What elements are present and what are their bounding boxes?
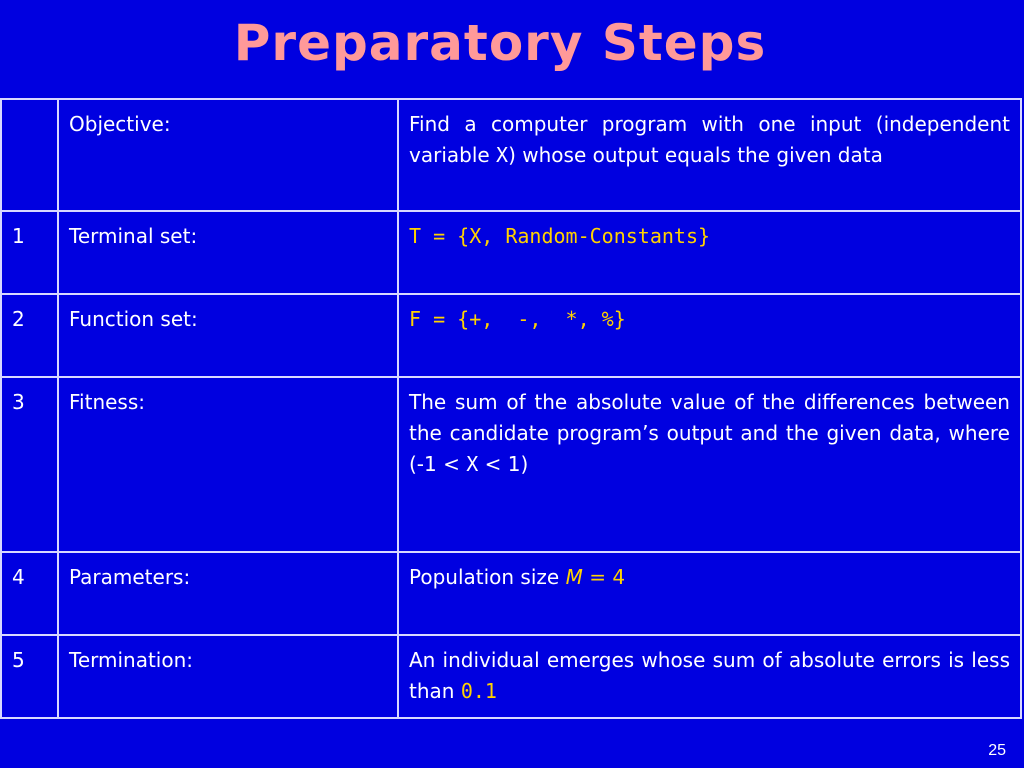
variable-m: M: [565, 565, 583, 589]
step-number-cell: 3: [1, 377, 58, 552]
termination-threshold: 0.1: [460, 679, 497, 703]
step-number-cell: [1, 99, 58, 211]
variable-x: X: [466, 452, 479, 476]
terminal-set-expression: T = {X, Random-Constants}: [409, 224, 711, 248]
step-label-cell: Fitness:: [58, 377, 398, 552]
step-label-cell: Function set:: [58, 294, 398, 377]
fitness-text: The sum of the absolute value of the differences between the candidate program’s output and the given data, where (-1 <: [409, 390, 1010, 476]
preparatory-steps-table: [0, 98, 1022, 719]
step-label-cell: Terminal set:: [58, 211, 398, 294]
termination-text: An individual emerges whose sum of absolute errors is less than: [409, 648, 1010, 703]
step-value-cell: [398, 377, 1021, 552]
step-value-cell: [398, 552, 1021, 635]
step-label-cell: Objective:: [58, 99, 398, 211]
variable-x: X: [496, 143, 509, 167]
step-value-cell: [398, 211, 1021, 294]
table-row: [1, 377, 1021, 552]
table-row: [1, 552, 1021, 635]
slide-title: Preparatory Steps: [233, 14, 767, 72]
step-value-cell: [398, 635, 1021, 718]
step-number-cell: 4: [1, 552, 58, 635]
fitness-text-end: < 1): [478, 452, 529, 476]
objective-text: Find a computer program with one input (independent variable: [409, 112, 1010, 167]
table-row: [1, 211, 1021, 294]
table-row: [1, 99, 1021, 211]
step-number-cell: 2: [1, 294, 58, 377]
step-value-cell: [398, 99, 1021, 211]
step-value-cell: [398, 294, 1021, 377]
population-size-text: Population size: [409, 565, 566, 589]
function-set-expression: F = {+, -, *, %}: [409, 307, 626, 331]
table-row: [1, 635, 1021, 718]
step-number-cell: 1: [1, 211, 58, 294]
step-label-cell: Termination:: [58, 635, 398, 718]
table-row: [1, 294, 1021, 377]
step-label-cell: Parameters:: [58, 552, 398, 635]
step-number-cell: 5: [1, 635, 58, 718]
objective-text-end: ) whose output equals the given data: [508, 143, 883, 167]
page-number: 25: [988, 742, 1006, 759]
population-size-value: = 4: [582, 565, 626, 589]
